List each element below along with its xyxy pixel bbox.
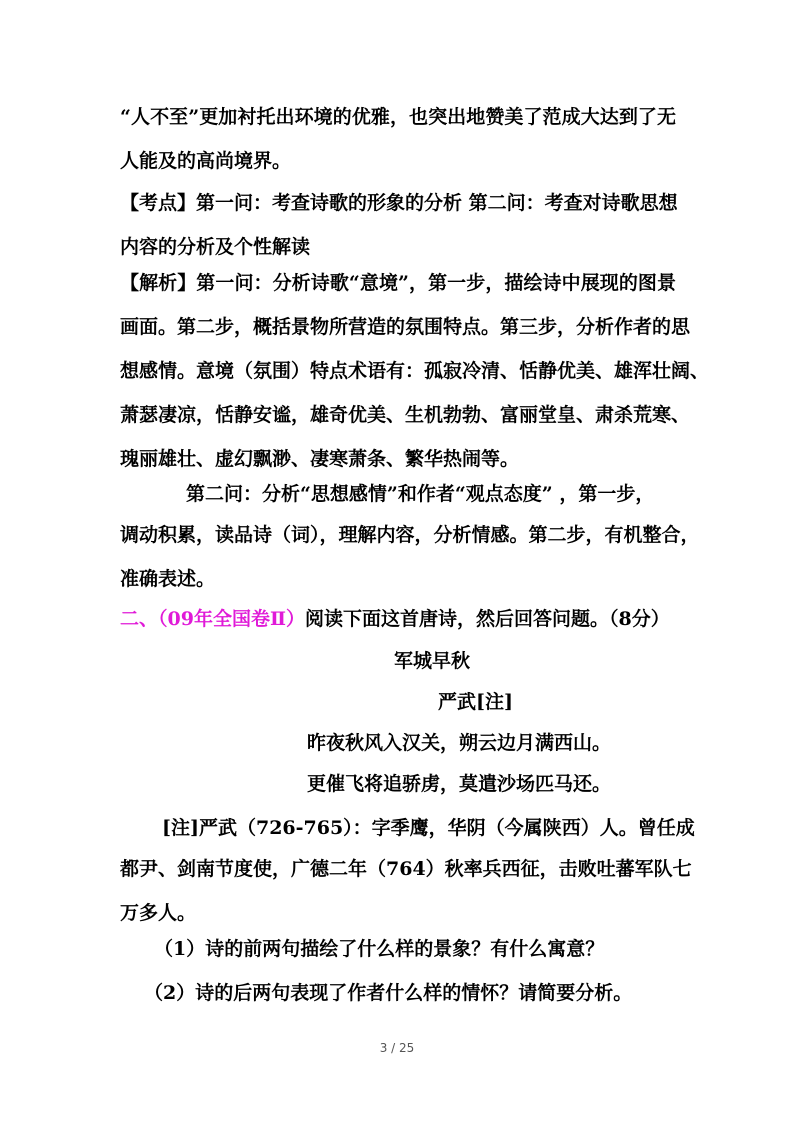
second-question-line: 准确表述。 [120, 568, 216, 590]
jiexi-line: 瑰丽雄壮、虚幻飘渺、凄寒萧条、繁华热闹等。 [120, 448, 520, 470]
poem-author: 严武[注] [438, 691, 513, 713]
question-1: （1）诗的前两句描绘了什么样的景象？有什么寓意？ [154, 938, 605, 960]
section-2-instruction: 阅读下面这首唐诗，然后回答问题。（8分） [304, 608, 670, 630]
kaodian-line: 内容的分析及个性解读 [120, 236, 311, 258]
question-2: （2）诗的后两句表现了作者什么样的情怀？请简要分析。 [144, 982, 633, 1004]
jiexi-line: 画面。第二步，概括景物所营造的氛围特点。第三步，分析作者的思 [120, 316, 691, 338]
poem-line-2: 更催飞将追骄虏，莫遣沙场匹马还。 [307, 773, 612, 795]
second-question-line-1: 第二问：分析“思想感情”和作者“观点态度” ，第一步， [186, 483, 655, 505]
page-indicator: 3 / 25 [379, 1041, 415, 1055]
section-2-heading [120, 606, 680, 632]
paragraph-line: 人能及的高尚境界。 [120, 150, 292, 172]
paragraph-analysis-end [120, 104, 676, 192]
paragraph-line: “人不至”更加衬托出环境的优雅，也突出地赞美了范成大达到了无 [120, 106, 676, 128]
note-block [120, 856, 692, 944]
note-line-1: [注]严武（726-765）：字季鹰，华阴（今属陕西）人。曾任成 [162, 817, 695, 839]
kaodian-line: 【考点】第一问：考查诗歌的形象的分析 第二问：考查对诗歌思想 [120, 192, 678, 214]
second-question-block [120, 522, 700, 610]
poem-line-1: 昨夜秋风入汉关，朔云边月满西山。 [307, 732, 612, 754]
section-2-prefix: 二、（09年全国卷Ⅱ） [120, 608, 305, 630]
jiexi-line: 想感情。意境（氛围）特点术语有：孤寂冷清、恬静优美、雄浑壮阔、 [120, 360, 710, 382]
jiexi-line: 【解析】第一问：分析诗歌“意境”，第一步，描绘诗中展现的图景 [120, 272, 676, 294]
jiexi-block [120, 270, 710, 490]
note-line: 万多人。 [120, 902, 197, 924]
poem-title: 军城早秋 [394, 650, 471, 672]
jiexi-line: 萧瑟凄凉，恬静安谧，雄奇优美、生机勃勃、富丽堂皇、肃杀荒寒、 [120, 404, 691, 426]
kaodian-block [120, 190, 676, 278]
second-question-line: 调动积累，读品诗（词），理解内容，分析情感。第二步，有机整合， [120, 524, 700, 546]
note-line: 都尹、剑南节度使，广德二年（764）秋率兵西征，击败吐蕃军队七 [120, 858, 692, 880]
